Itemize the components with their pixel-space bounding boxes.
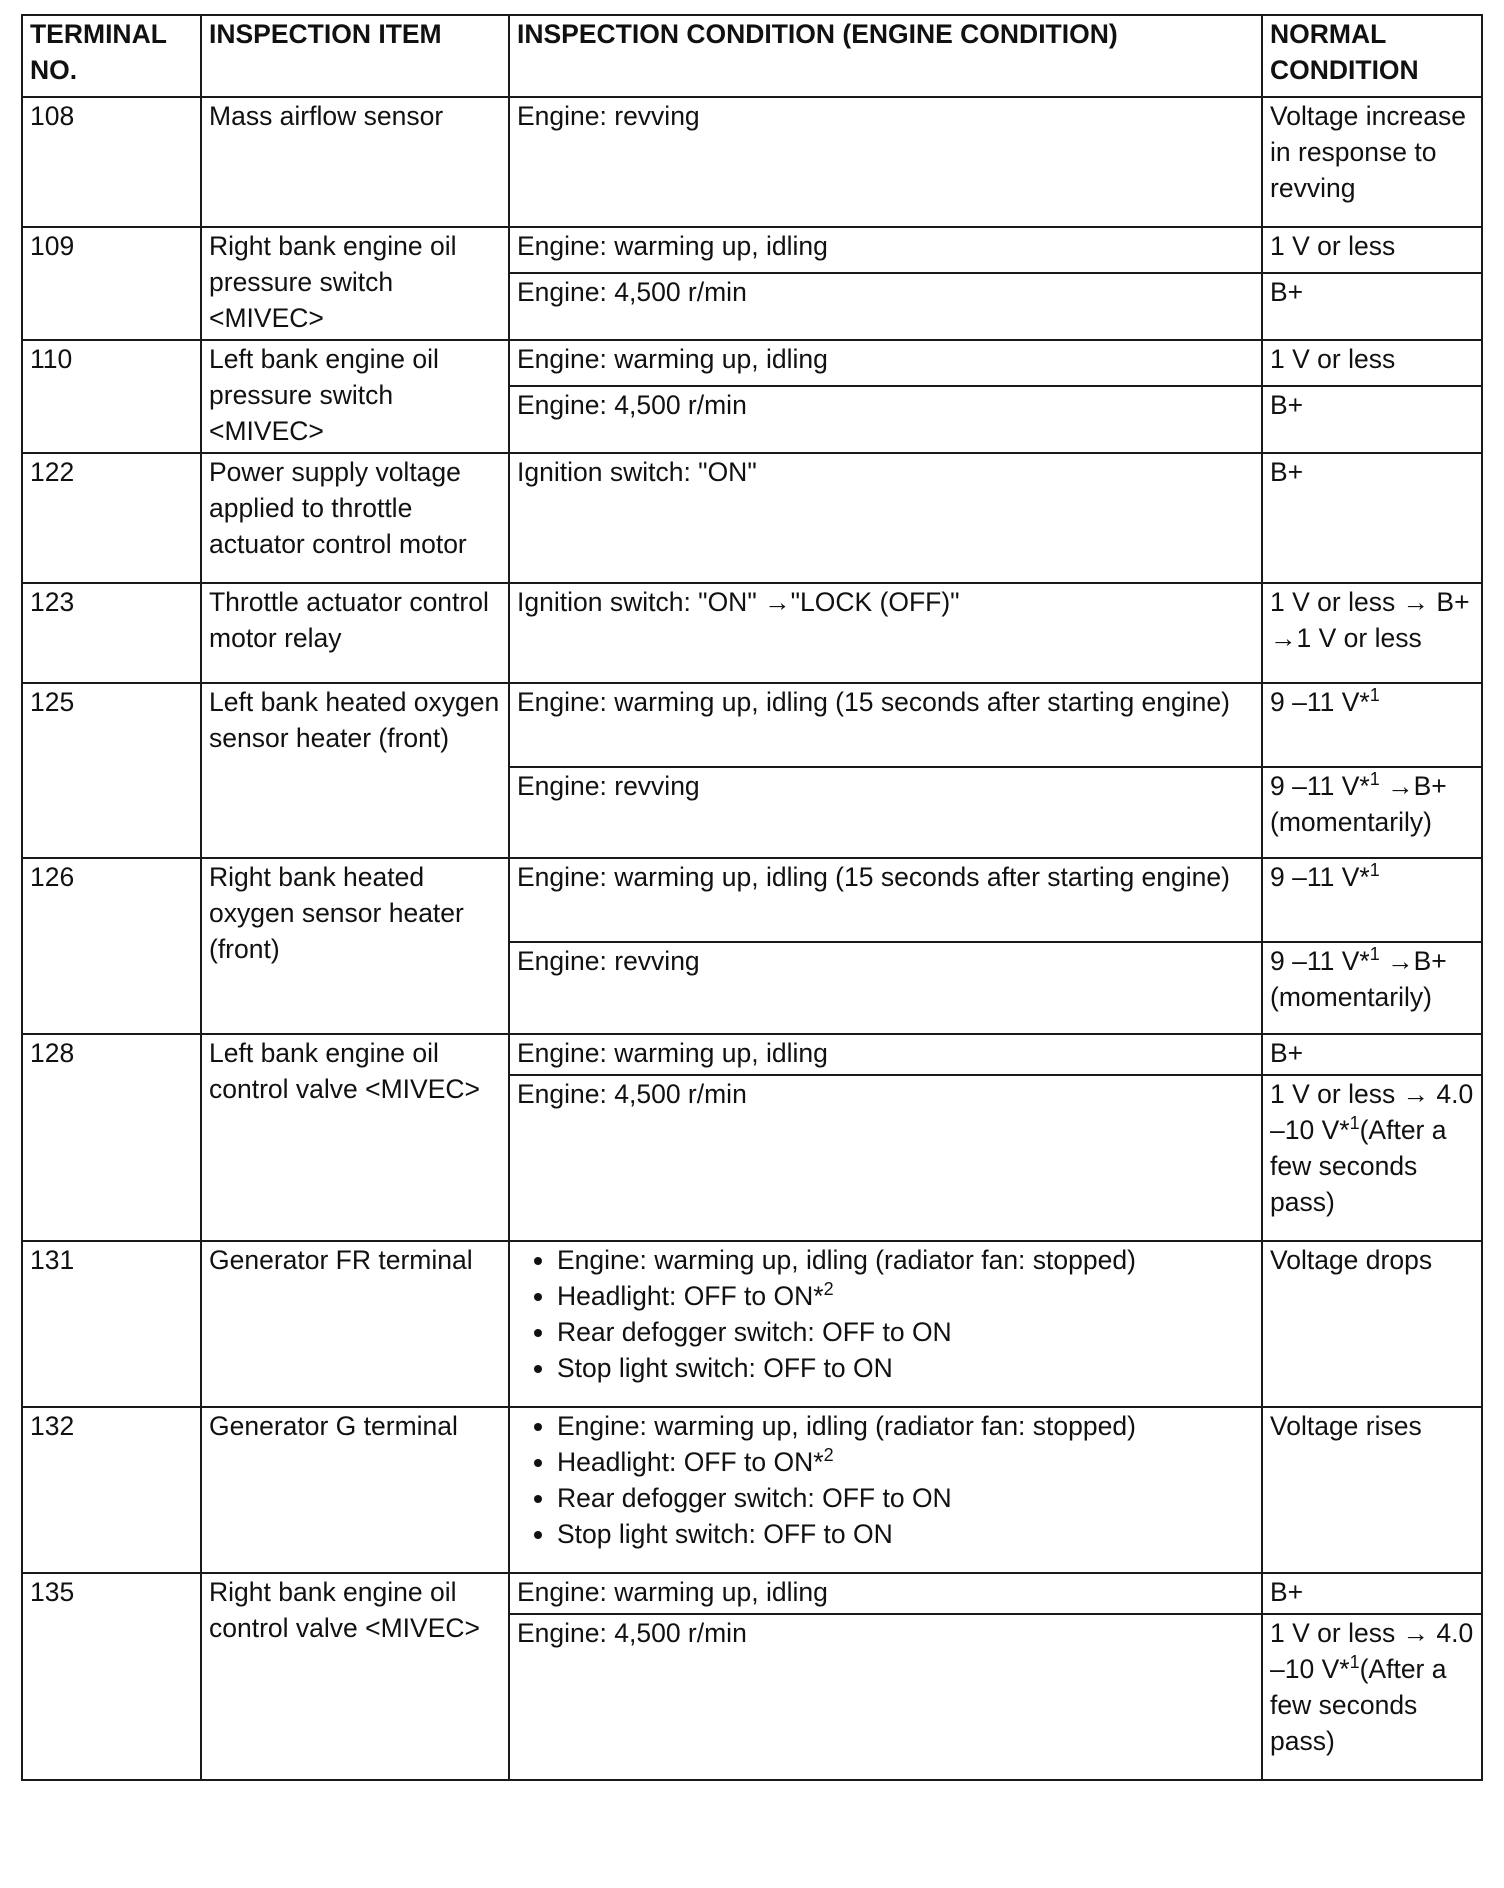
condition-cell: Engine: revving [509,767,1262,858]
normal-cell [1262,767,1482,858]
footnote-mark: 2 [823,1279,834,1300]
condition-cell: Engine: 4,500 r/min [509,386,1262,453]
table-row [22,1034,1482,1075]
condition-cell: Engine: revving [509,97,1262,227]
condition-cell [509,1241,1262,1407]
item-cell: Right bank engine oil pressure switch <MIVEC> [201,227,509,340]
terminal-cell: 123 [22,583,201,683]
list-item: • Headlight: OFF to ON*$^2$ [557,1278,1254,1314]
condition-cell: Engine: warming up, idling (15 seconds after starting engine) [509,683,1262,767]
normal-cell: B+ [1262,273,1482,340]
footnote-mark: 2 [823,1445,834,1466]
footnote-mark: 1 [1369,685,1380,706]
item-cell: Left bank engine oil pressure switch <MIVEC> [201,340,509,453]
normal-text-tail: →B+ (momentarily) [1270,946,1447,1012]
footnote-mark: 1 [1349,1652,1360,1673]
normal-text-tail: (After a few seconds pass) [1270,1115,1447,1217]
condition-cell: Engine: warming up, idling [509,1034,1262,1075]
normal-text: 9 –11 V* [1270,946,1370,976]
normal-text: 9 –11 V* [1270,771,1370,801]
list-item: • Rear defogger switch: OFF to ON [557,1314,1254,1350]
normal-cell [1262,942,1482,1034]
table-row [22,1407,1482,1573]
terminal-cell: 126 [22,858,201,1034]
condition-cell: Engine: 4,500 r/min [509,1614,1262,1780]
header-terminal-no: TERMINAL NO. [22,15,201,97]
item-cell: Mass airflow sensor [201,97,509,227]
item-cell: Left bank heated oxygen sensor heater (front) [201,683,509,858]
condition-cell: Engine: revving [509,942,1262,1034]
normal-cell: B+ [1262,1034,1482,1075]
normal-text-tail: (After a few seconds pass) [1270,1654,1447,1756]
item-cell: Power supply voltage applied to throttle actuator control motor [201,453,509,583]
terminal-cell: 109 [22,227,201,340]
item-cell: Throttle actuator control motor relay [201,583,509,683]
table-row [22,453,1482,583]
condition-cell: Engine: warming up, idling [509,340,1262,386]
condition-cell: Ignition switch: "ON" [509,453,1262,583]
normal-cell: Voltage increase in response to revving [1262,97,1482,227]
footnote-mark: 1 [1369,769,1380,790]
table-row [22,340,1482,386]
normal-cell [1262,1614,1482,1780]
list-item: • Rear defogger switch: OFF to ON [557,1480,1254,1516]
item-cell: Right bank engine oil control valve <MIVEC> [201,1573,509,1780]
terminal-cell: 110 [22,340,201,453]
footnote-mark: 1 [1369,944,1380,965]
footnote-mark: 1 [1369,860,1380,881]
normal-cell: B+ [1262,386,1482,453]
terminal-cell: 132 [22,1407,201,1573]
condition-cell: Ignition switch: "ON" →"LOCK (OFF)" [509,583,1262,683]
normal-cell: B+ [1262,453,1482,583]
terminal-cell: 122 [22,453,201,583]
terminal-cell: 135 [22,1573,201,1780]
condition-cell [509,1407,1262,1573]
normal-text: 1 V or less → 4.0 –10 V* [1270,1079,1474,1145]
table-row [22,858,1482,942]
condition-list [517,1408,1254,1552]
table-row [22,97,1482,227]
condition-cell: Engine: 4,500 r/min [509,1075,1262,1241]
terminal-cell: 128 [22,1034,201,1241]
normal-text: 1 V or less → 4.0 –10 V* [1270,1618,1474,1684]
table-row [22,583,1482,683]
header-inspection-condition: INSPECTION CONDITION (ENGINE CONDITION) [509,15,1262,97]
list-item: • Stop light switch: OFF to ON [557,1350,1254,1386]
header-normal-condition: NORMAL CONDITION [1262,15,1482,97]
inspection-table [21,14,1483,1781]
normal-cell: Voltage drops [1262,1241,1482,1407]
normal-cell: 1 V or less [1262,227,1482,273]
normal-cell: 1 V or less [1262,340,1482,386]
table-row [22,1573,1482,1614]
item-cell: Right bank heated oxygen sensor heater (front) [201,858,509,1034]
table-row [22,1241,1482,1407]
table-row [22,683,1482,767]
footnote-mark: 1 [1349,1113,1360,1134]
terminal-cell: 131 [22,1241,201,1407]
table-row [22,227,1482,273]
normal-text: 9 –11 V* [1270,862,1370,892]
header-row [22,15,1482,97]
condition-list [517,1242,1254,1386]
list-item: • Engine: warming up, idling (radiator fan: stopped) [557,1242,1254,1278]
normal-cell: 1 V or less → B+ →1 V or less [1262,583,1482,683]
normal-cell [1262,683,1482,767]
terminal-cell: 108 [22,97,201,227]
normal-cell [1262,1075,1482,1241]
condition-cell: Engine: 4,500 r/min [509,273,1262,340]
list-item: • Headlight: OFF to ON*$^2$ [557,1444,1254,1480]
condition-cell: Engine: warming up, idling [509,1573,1262,1614]
normal-text-tail: →B+ (momentarily) [1270,771,1447,837]
normal-cell: B+ [1262,1573,1482,1614]
item-cell: Generator FR terminal [201,1241,509,1407]
condition-cell: Engine: warming up, idling (15 seconds after starting engine) [509,858,1262,942]
terminal-cell: 125 [22,683,201,858]
normal-text: 9 –11 V* [1270,687,1370,717]
list-item: • Stop light switch: OFF to ON [557,1516,1254,1552]
header-inspection-item: INSPECTION ITEM [201,15,509,97]
item-cell: Generator G terminal [201,1407,509,1573]
normal-cell: Voltage rises [1262,1407,1482,1573]
item-cell: Left bank engine oil control valve <MIVEC> [201,1034,509,1241]
condition-cell: Engine: warming up, idling [509,227,1262,273]
normal-cell [1262,858,1482,942]
list-item: • Engine: warming up, idling (radiator fan: stopped) [557,1408,1254,1444]
